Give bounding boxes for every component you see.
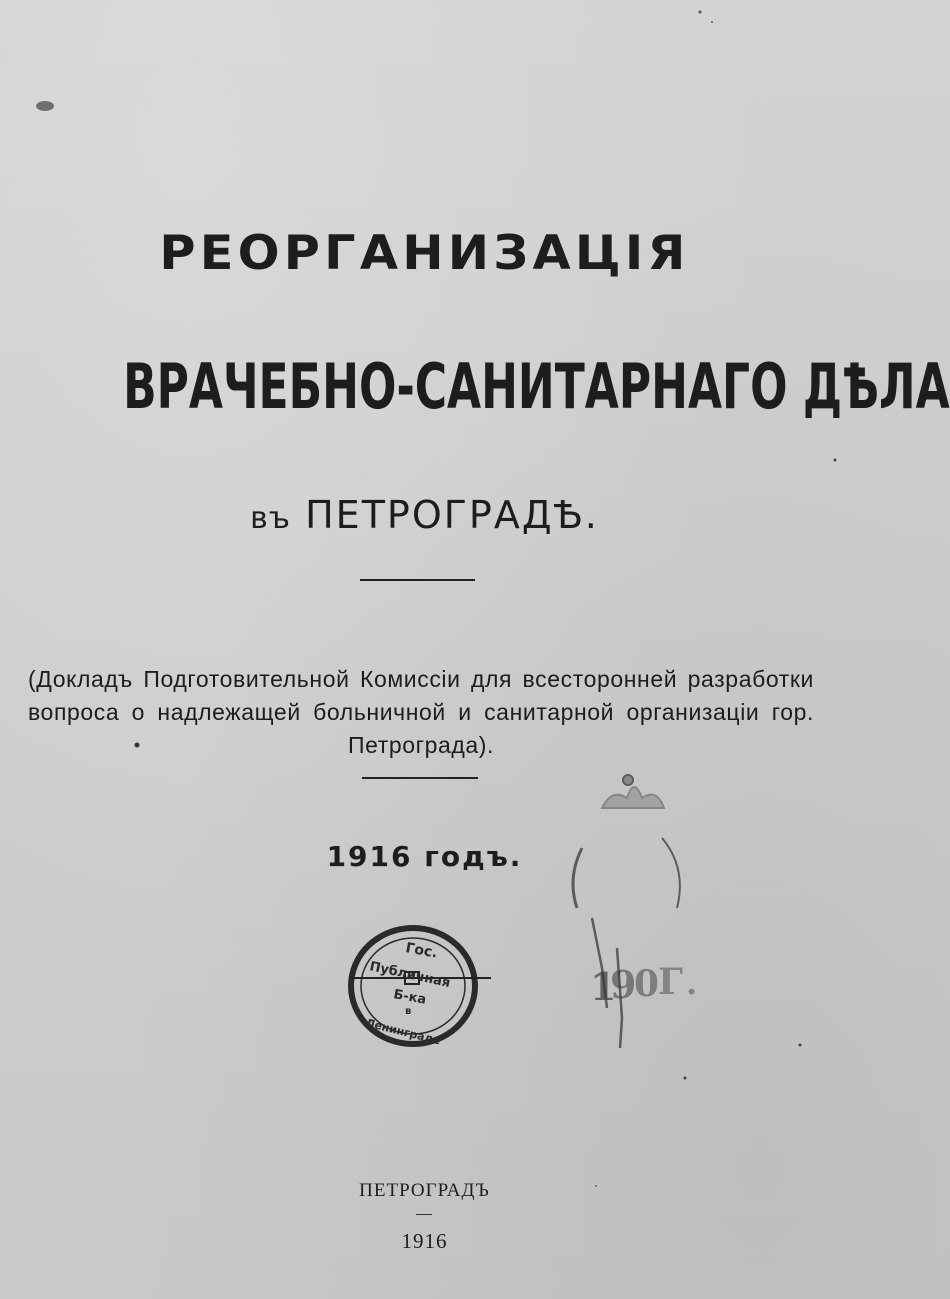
svg-text:Публичная: Публичная: [368, 959, 452, 991]
svg-text:в: в: [405, 1006, 412, 1017]
svg-text:9: 9: [610, 962, 637, 1007]
svg-text:.: .: [686, 964, 698, 1002]
svg-text:Гос.: Гос.: [404, 940, 439, 962]
imprint-dash: [416, 1214, 432, 1215]
divider-rule: [360, 579, 475, 581]
report-subtitle: (Докладъ Подготовительной Комиссіи для всесторонней разработки вопроса о надлежащей больничной и санитарной организаціи гор. Петрограда).: [28, 666, 814, 758]
imprint-place: ПЕТРОГРАДЪ: [359, 1180, 490, 1201]
svg-text:Ленинграде: Ленинграде: [364, 1016, 443, 1048]
imprint-year: 1916: [401, 1229, 448, 1253]
title-line-2: ВРАЧЕБНО-САНИТАРНАГО ДѢЛА: [123, 350, 950, 423]
year-line: 1916 годъ.: [326, 840, 523, 873]
divider-rule: [362, 777, 478, 779]
svg-text:Б-ка: Б-ка: [392, 987, 428, 1008]
title-line-3: [0, 493, 849, 537]
title-line-1: РЕОРГАНИЗАЦІЯ: [159, 226, 690, 281]
library-stamp: [343, 922, 483, 1052]
title-line-3-prefix: въ: [250, 501, 292, 536]
svg-text:1: 1: [590, 964, 617, 1009]
svg-text:Г: Г: [658, 961, 683, 1003]
svg-text:0: 0: [634, 963, 660, 1005]
title-line-3-main: ПЕТРОГРАДѢ.: [305, 493, 599, 537]
crown-stamp-mark: [562, 768, 712, 1058]
